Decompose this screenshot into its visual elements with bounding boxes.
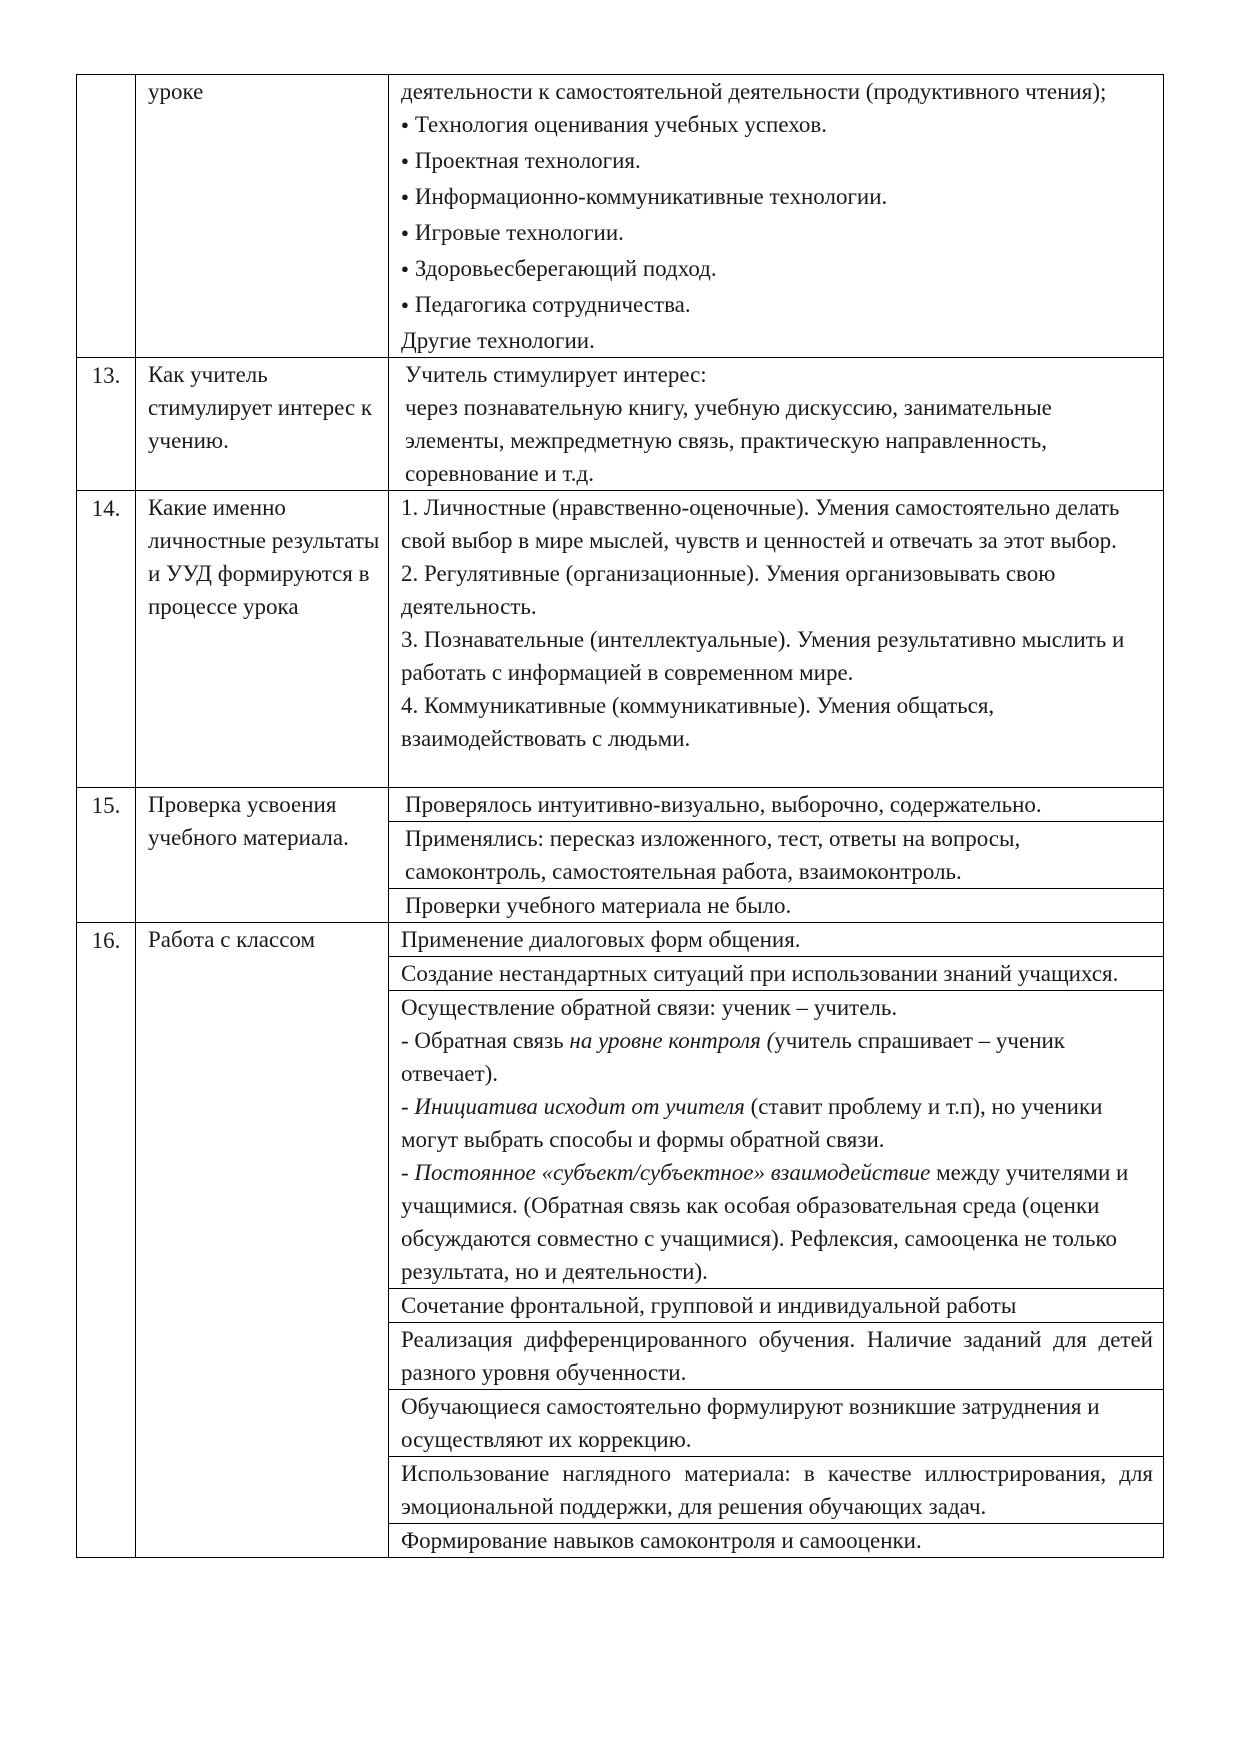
- option-cell: Обучающиеся самостоятельно формулируют возникшие затруднения и осуществляют их коррекцию.: [389, 1389, 1163, 1456]
- row-question: Работа с классом: [136, 923, 389, 1558]
- row-answer: [389, 75, 1164, 358]
- row-answer: [389, 358, 1164, 491]
- row-answer: [389, 923, 1164, 1558]
- answer-line: через познавательную книгу, учебную дискуссию, занимательные элементы, межпредметную связь, практическую направленность, соревнование и т.д.: [405, 395, 1052, 486]
- list-item: 3. Познавательные (интеллектуальные). Умения результативно мыслить и работать с информацией в современном мире.: [401, 627, 1125, 685]
- row-number: 16.: [77, 923, 136, 1558]
- option-cell: Применение диалоговых форм общения.: [401, 927, 801, 952]
- list-item: 1. Личностные (нравственно-оценочные). Умения самостоятельно делать свой выбор в мире мыслей, чувств и ценностей и отвечать за этот выбор.: [401, 495, 1120, 553]
- answer-line: Другие технологии.: [401, 328, 595, 353]
- option-cell: Сочетание фронтальной, групповой и индивидуальной работы: [389, 1288, 1163, 1322]
- feedback-item: - Обратная связь на уровне контроля (учитель спрашивает – ученик отвечает).: [401, 1028, 1065, 1086]
- list-item: 4. Коммуникативные (коммуникативные). Умения общаться, взаимодействовать с людьми.: [401, 693, 995, 751]
- option-cell: Реализация дифференцированного обучения. Наличие заданий для детей разного уровня обученности.: [389, 1322, 1163, 1389]
- list-item: ● Здоровьесберегающий подход.: [401, 252, 1153, 288]
- evaluation-table: [76, 74, 1164, 1558]
- feedback-line: Осуществление обратной связи: ученик – учитель.: [401, 995, 898, 1020]
- feedback-item: - Постоянное «субъект/субъектное» взаимодействие между учителями и учащимися. (Обратная связь как особая образовательная среда (оценки обсуждаются совместно с учащимися). Рефлексия, самооценка не только результата, но и деятельности).: [401, 1160, 1129, 1284]
- list-item: ● Игровые технологии.: [401, 216, 1153, 252]
- row-question: Какие именно личностные результаты и УУД формируются в процессе урока: [136, 491, 389, 788]
- list-item: ● Проектная технология.: [401, 144, 1153, 180]
- row-question: Как учитель стимулирует интерес к учению.: [136, 358, 389, 491]
- row-number: 13.: [77, 358, 136, 491]
- row-number: 15.: [77, 788, 136, 923]
- table-row: [77, 358, 1164, 491]
- answer-line: Учитель стимулирует интерес:: [405, 362, 707, 387]
- list-item: ● Информационно-коммуникативные технологии.: [401, 180, 1153, 216]
- option-cell: Проверялось интуитивно-визуально, выборочно, содержательно.: [405, 792, 1042, 817]
- row-number: 14.: [77, 491, 136, 788]
- table-row: [77, 75, 1164, 358]
- row-answer: [389, 491, 1164, 788]
- row-number: [77, 75, 136, 358]
- option-cell: Использование наглядного материала: в качестве иллюстрирования, для эмоциональной поддержки, для решения обучающих задач.: [389, 1456, 1163, 1523]
- table-row: [77, 788, 1164, 923]
- list-item: 2. Регулятивные (организационные). Умения организовывать свою деятельность.: [401, 561, 1056, 619]
- table-row: [77, 491, 1164, 788]
- row-question: уроке: [136, 75, 389, 358]
- option-cell: Формирование навыков самоконтроля и самооценки.: [389, 1523, 1163, 1557]
- answer-line: деятельности к самостоятельной деятельности (продуктивного чтения);: [401, 79, 1107, 104]
- list-item: ● Технология оценивания учебных успехов.: [401, 108, 1153, 144]
- feedback-item: - Инициатива исходит от учителя (ставит проблему и т.п), но ученики могут выбрать способы и формы обратной связи.: [401, 1094, 1103, 1152]
- row-answer: [389, 788, 1164, 923]
- document-page: [76, 74, 1164, 1558]
- list-item: ● Педагогика сотрудничества.: [401, 288, 1153, 324]
- table-row: [77, 923, 1164, 1558]
- option-cell: Применялись: пересказ изложенного, тест, ответы на вопросы, самоконтроль, самостоятельная работа, взаимоконтроль.: [389, 821, 1163, 888]
- option-cell: Создание нестандартных ситуаций при использовании знаний учащихся.: [389, 956, 1163, 990]
- row-question: Проверка усвоения учебного материала.: [136, 788, 389, 923]
- option-cell: Проверки учебного материала не было.: [389, 888, 1163, 922]
- option-cell: [389, 990, 1163, 1288]
